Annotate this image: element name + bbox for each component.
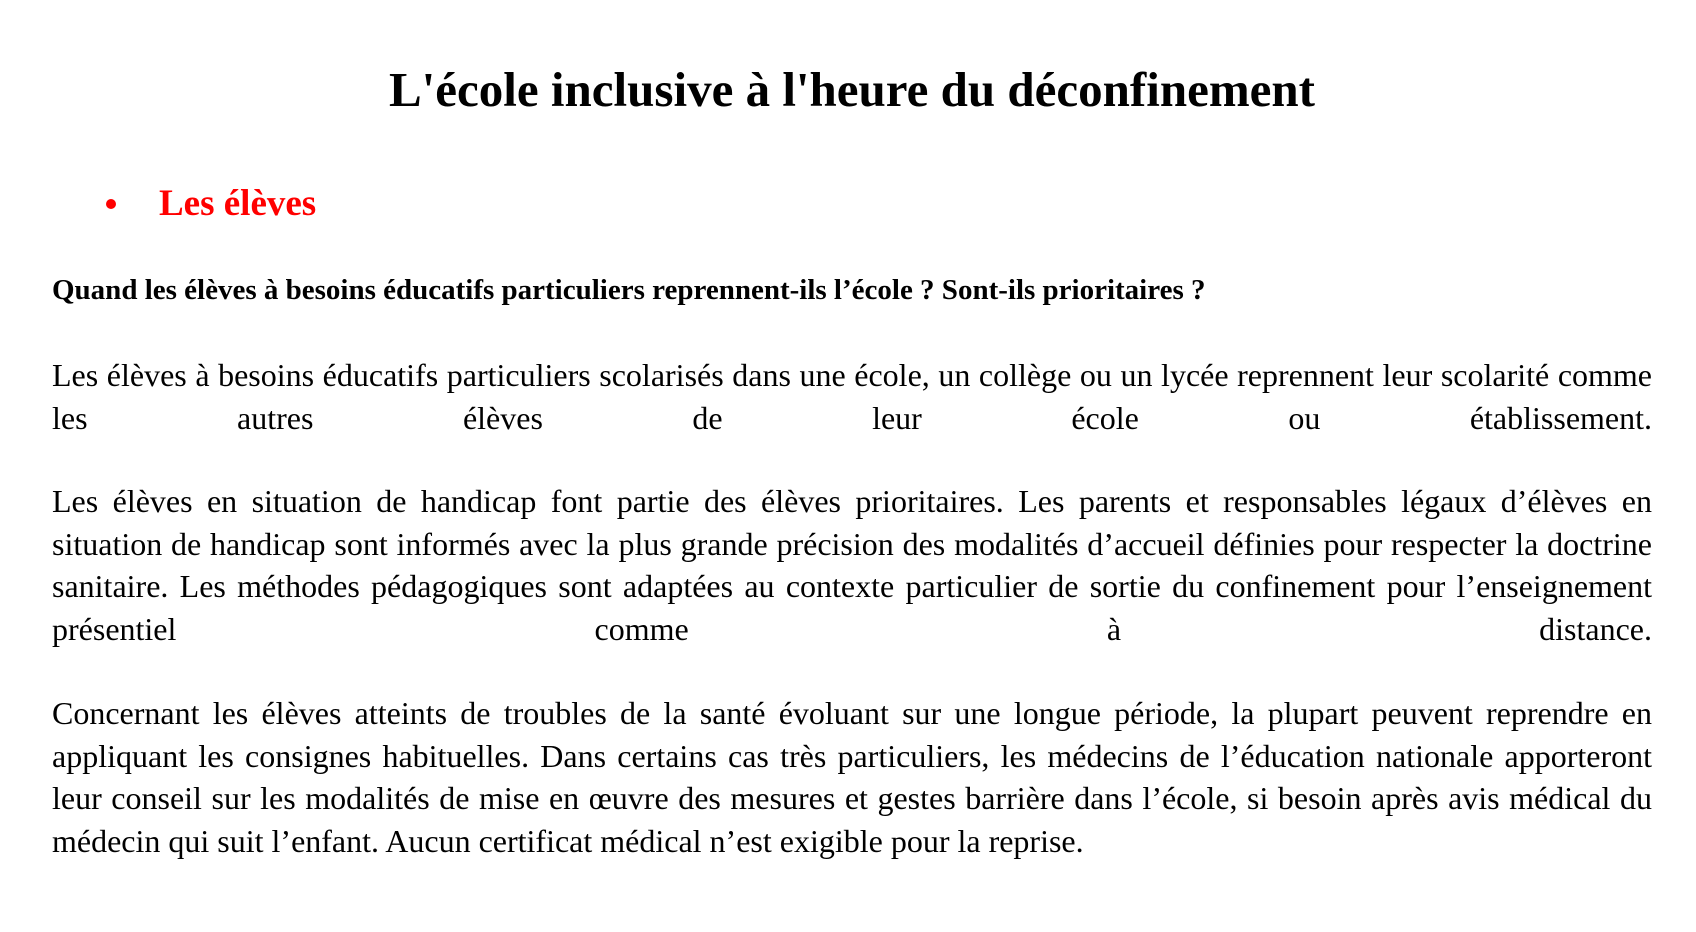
paragraph-3: Concernant les élèves atteints de troubles de la santé évoluant sur une longue période, la plupart peuvent reprendre en appliquant les consignes habituelles. Dans certains cas très particuliers, les médecins de l’éducation nationale apporteront leur conseil sur les modalités de mise en œuvre des mesures et gestes barrière dans l’école, si besoin après avis médical du médecin qui suit l’enfant. Aucun certificat médical n’est exigible pour la reprise. [52,695,1652,859]
section-heading-label: Les élèves [159,183,317,224]
document-title: L'école inclusive à l'heure du déconfinement [389,62,1315,117]
bullet-icon [106,199,116,209]
section-heading [106,182,316,226]
paragraph-1: Les élèves à besoins éducatifs particuliers scolarisés dans une école, un collège ou un lycée reprennent leur scolarité comme les autres élèves de leur école ou établissement. [52,357,1652,436]
paragraph-2: Les élèves en situation de handicap font partie des élèves prioritaires. Les parents et responsables légaux d’élèves en situation de handicap sont informés avec la plus grande précision des modalités d’accueil définies pour respecter la doctrine sanitaire. Les méthodes pédagogiques sont adaptées au contexte particulier de sortie du confinement pour l’enseignement présentiel comme à distance. [52,483,1652,647]
question-heading: Quand les élèves à besoins éducatifs particuliers reprennent-ils l’école ? Sont-ils prioritaires ? [52,274,1206,306]
